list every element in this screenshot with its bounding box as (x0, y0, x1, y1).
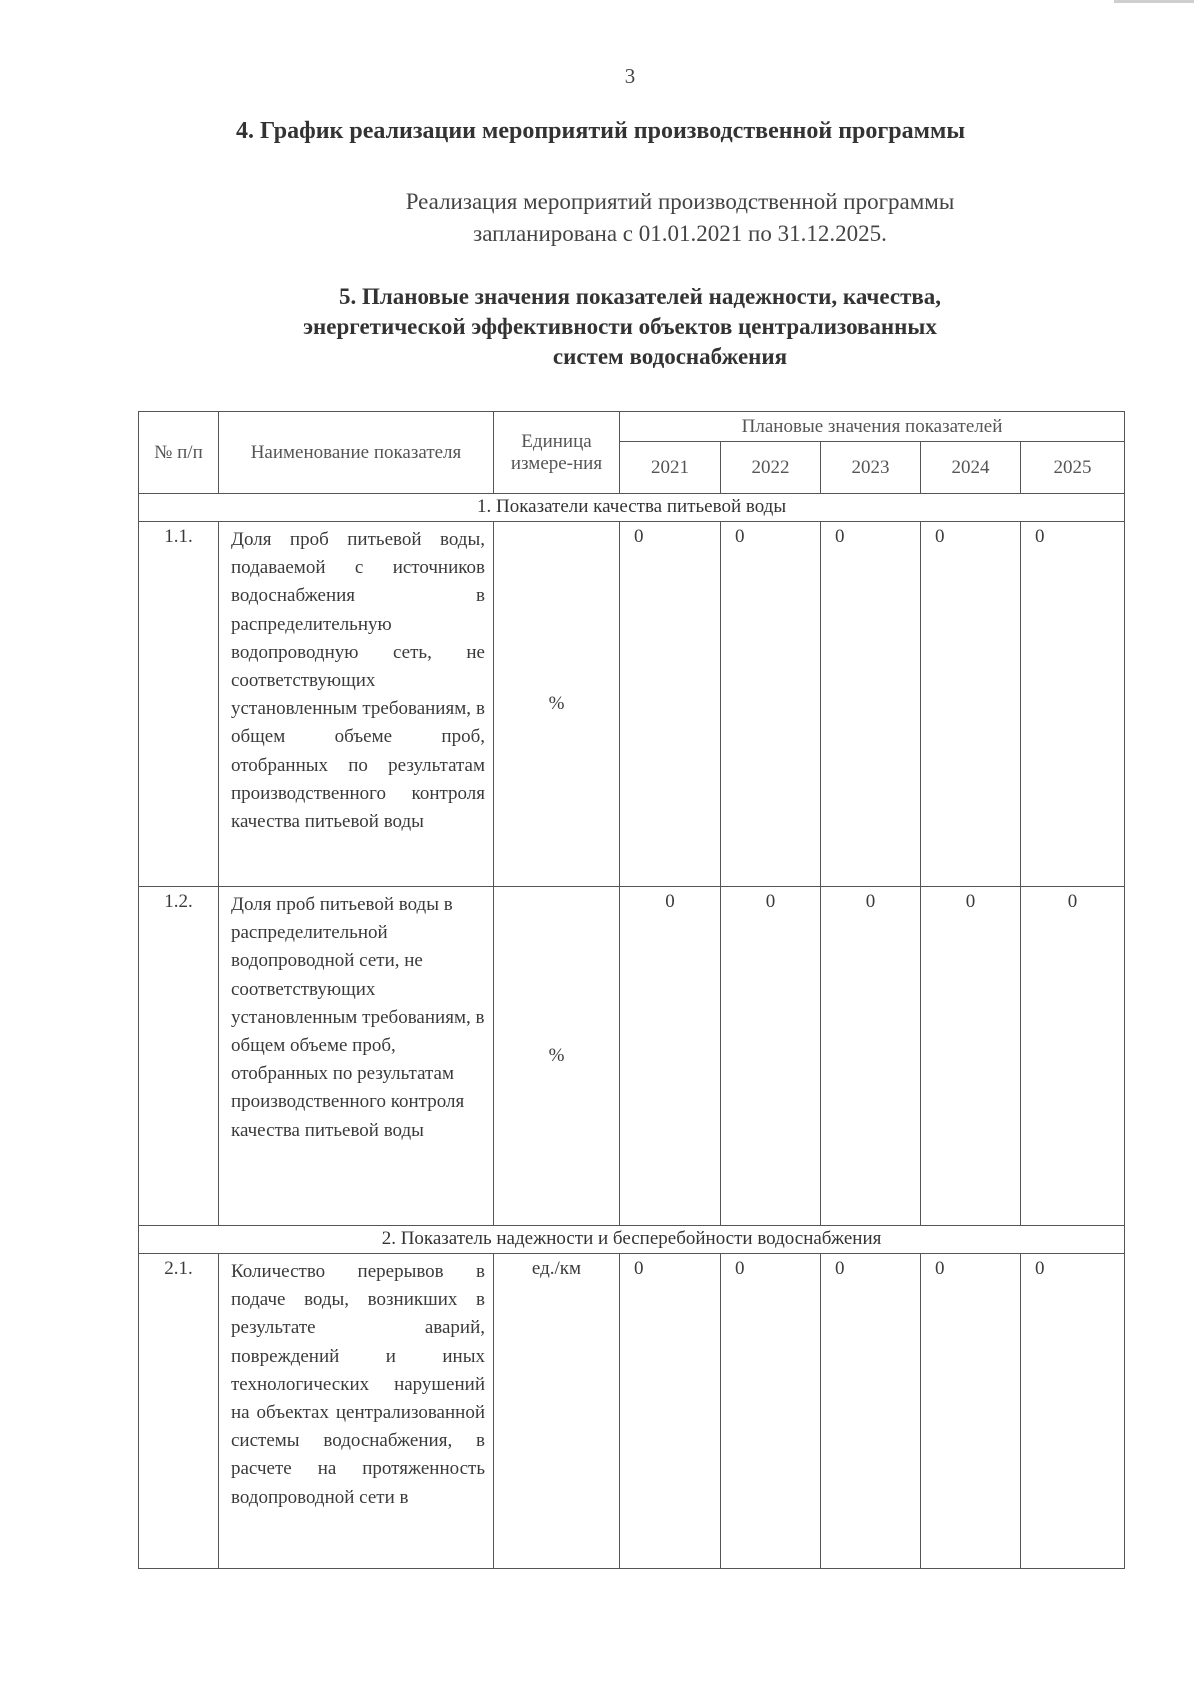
page-number: 3 (624, 64, 636, 88)
header-year-2022: 2022 (721, 442, 821, 494)
scan-edge-mark (1114, 0, 1194, 3)
table-row (139, 1254, 1125, 1569)
section-row (139, 494, 1125, 522)
value-2024: 0 (921, 522, 1021, 887)
header-year-2023: 2023 (821, 442, 921, 494)
header-num: № п/п (139, 412, 219, 494)
header-year-2025: 2025 (1021, 442, 1125, 494)
value-2025: 0 (1021, 1254, 1125, 1569)
intro-line-1: Реализация мероприятий производственной программы (405, 189, 955, 214)
row-number: 1.2. (139, 887, 219, 1226)
implementation-period-text (250, 186, 1110, 250)
header-year-2021: 2021 (620, 442, 721, 494)
indicator-name: Доля проб питьевой воды, подаваемой с источников водоснабжения в распределительную водопроводную сеть, не соответствующих установленным требованиям, в общем объеме проб, отобранных по результатам производственного контроля качества питьевой воды (219, 522, 494, 887)
section-5-title (190, 282, 1090, 372)
indicator-name: Доля проб питьевой воды в распределительной водопроводной сети, не соответствующих установленным требованиям, в общем объеме проб, отобранных по результатам производственного контроля качества питьевой воды (219, 887, 494, 1226)
value-2023: 0 (821, 887, 921, 1226)
value-2023: 0 (821, 1254, 921, 1569)
value-2021: 0 (620, 887, 721, 1226)
section-1-title: 1. Показатели качества питьевой воды (139, 494, 1125, 522)
header-name: Наименование показателя (219, 412, 494, 494)
value-2022: 0 (721, 1254, 821, 1569)
header-planned-values: Плановые значения показателей (620, 412, 1125, 442)
section-5-title-line-2: энергетической эффективности объектов централизованных (303, 314, 937, 339)
indicator-name: Количество перерывов в подаче воды, возникших в результате аварий, повреждений и иных технологических нарушений на объектах централизованной системы водоснабжения, в расчете на протяженность водопроводной сети в (219, 1254, 494, 1569)
section-5-title-line-1: 5. Плановые значения показателей надежности, качества, (338, 284, 942, 309)
value-2025: 0 (1021, 887, 1125, 1226)
value-2022: 0 (721, 887, 821, 1226)
intro-line-2: запланирована с 01.01.2021 по 31.12.2025. (473, 221, 887, 246)
unit-cell: ед./км (494, 1254, 620, 1569)
section-4-title: 4. График реализации мероприятий производственной программы (236, 118, 966, 144)
value-2021: 0 (620, 522, 721, 887)
header-year-2024: 2024 (921, 442, 1021, 494)
row-number: 1.1. (139, 522, 219, 887)
value-2023: 0 (821, 522, 921, 887)
value-2021: 0 (620, 1254, 721, 1569)
header-unit: Единица измере-ния (494, 412, 620, 494)
value-2025: 0 (1021, 522, 1125, 887)
value-2024: 0 (921, 1254, 1021, 1569)
value-2022: 0 (721, 522, 821, 887)
value-2024: 0 (921, 887, 1021, 1226)
section-row (139, 1226, 1125, 1254)
table-row (139, 522, 1125, 887)
section-2-title: 2. Показатель надежности и бесперебойности водоснабжения (139, 1226, 1125, 1254)
unit-cell: % (494, 887, 620, 1226)
section-5-title-line-3: систем водоснабжения (552, 344, 788, 369)
row-number: 2.1. (139, 1254, 219, 1569)
table-row (139, 887, 1125, 1226)
indicators-table (138, 411, 1125, 1569)
unit-cell: % (494, 522, 620, 887)
